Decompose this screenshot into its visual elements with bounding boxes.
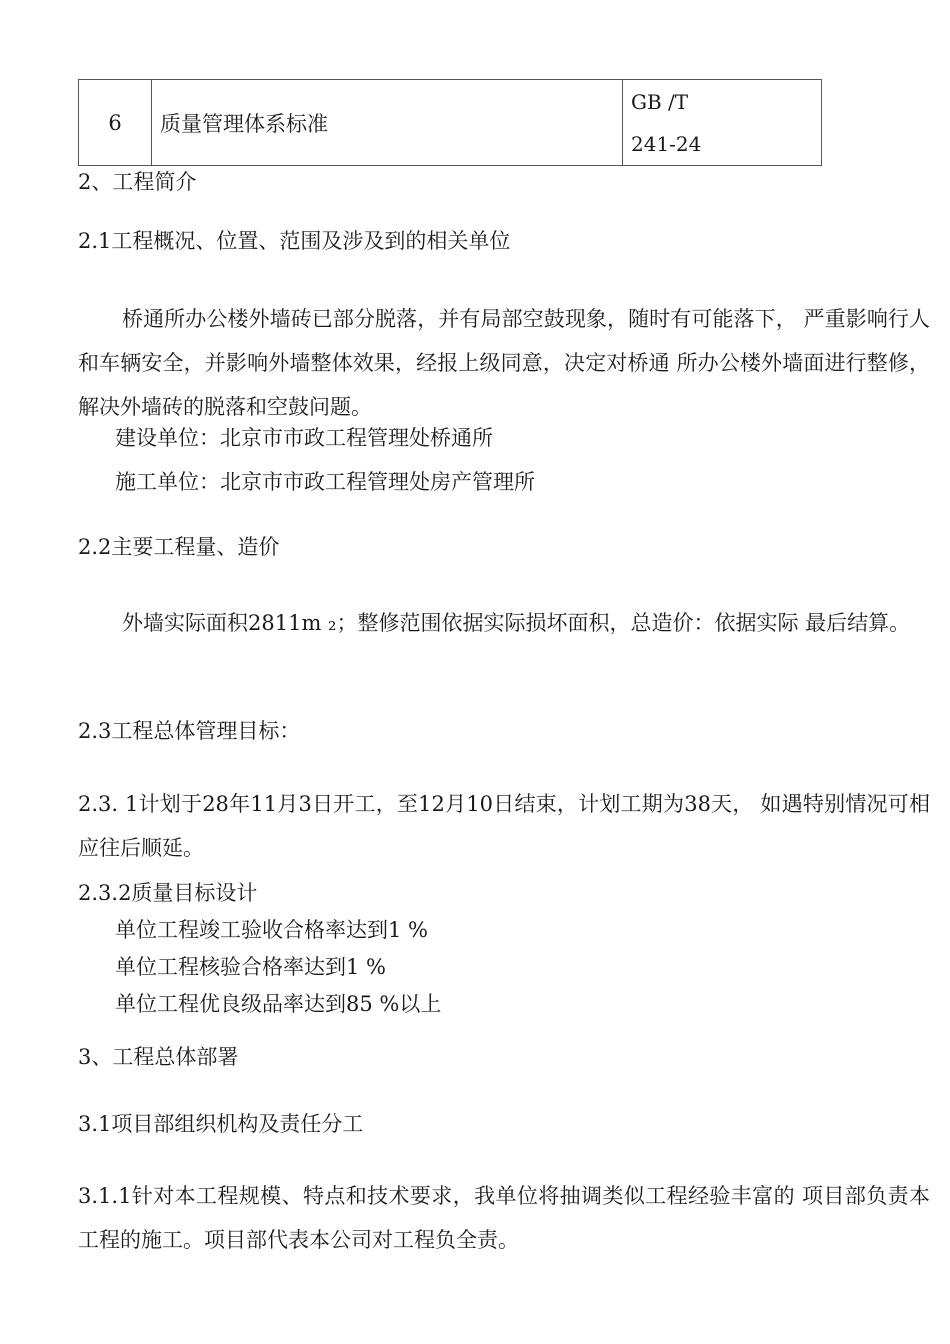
table-row xyxy=(79,80,822,166)
section-2-3-1-body: 2.3. 1计划于28年11月3日开工，至12月10日结束，计划工期为38天， 如遇特别情况可相应往后顺延。 xyxy=(78,792,930,860)
section-2-1-body: 桥通所办公楼外墙砖已部分脱落，并有局部空鼓现象，随时有可能落下， 严重影响行人和车辆安全，并影响外墙整体效果，经报上级同意，决定对桥通 所办公楼外墙面进行整修，解决外墙砖的脱落和空鼓问题。 xyxy=(78,307,930,419)
quality-target-item-2: 单位工程核验合格率达到1 % xyxy=(115,955,386,979)
section-2-3-heading: 2.3工程总体管理目标： xyxy=(78,719,301,743)
standard-name: 质量管理体系标准 xyxy=(152,80,623,166)
standard-code xyxy=(623,80,822,166)
section-2-2-heading: 2.2主要工程量、造价 xyxy=(78,535,280,559)
section-3-1-1-body: 3.1.1针对本工程规模、特点和技术要求，我单位将抽调类似工程经验丰富的 项目部负责本工程的施工。项目部代表本公司对工程负全责。 xyxy=(78,1184,930,1252)
section-2-1-heading: 2.1工程概况、位置、范围及涉及到的相关单位 xyxy=(78,229,511,253)
section-3-1-heading: 3.1项目部组织机构及责任分工 xyxy=(78,1112,364,1136)
standard-code-line1: GB /T xyxy=(631,89,689,114)
section-3-heading: 3、工程总体部署 xyxy=(78,1045,239,1069)
construct-unit-line: 施工单位：北京市市政工程管理处房产管理所 xyxy=(115,470,535,494)
build-unit-line: 建设单位：北京市市政工程管理处桥通所 xyxy=(115,426,493,450)
standard-code-line2: 241-24 xyxy=(631,131,702,156)
quality-target-item-3: 单位工程优良级品率达到85 %以上 xyxy=(115,992,442,1016)
quality-target-item-1: 单位工程竣工验收合格率达到1 % xyxy=(115,918,428,942)
section-2-3-2-heading: 2.3.2质量目标设计 xyxy=(78,881,258,905)
section-2-2-body: 外墙实际面积2811m ₂；整修范围依据实际损坏面积，总造价：依据实际 最后结算。 xyxy=(122,611,911,635)
section-2-heading: 2、工程简介 xyxy=(78,170,197,194)
standards-table xyxy=(78,79,822,166)
row-number: 6 xyxy=(79,80,152,166)
